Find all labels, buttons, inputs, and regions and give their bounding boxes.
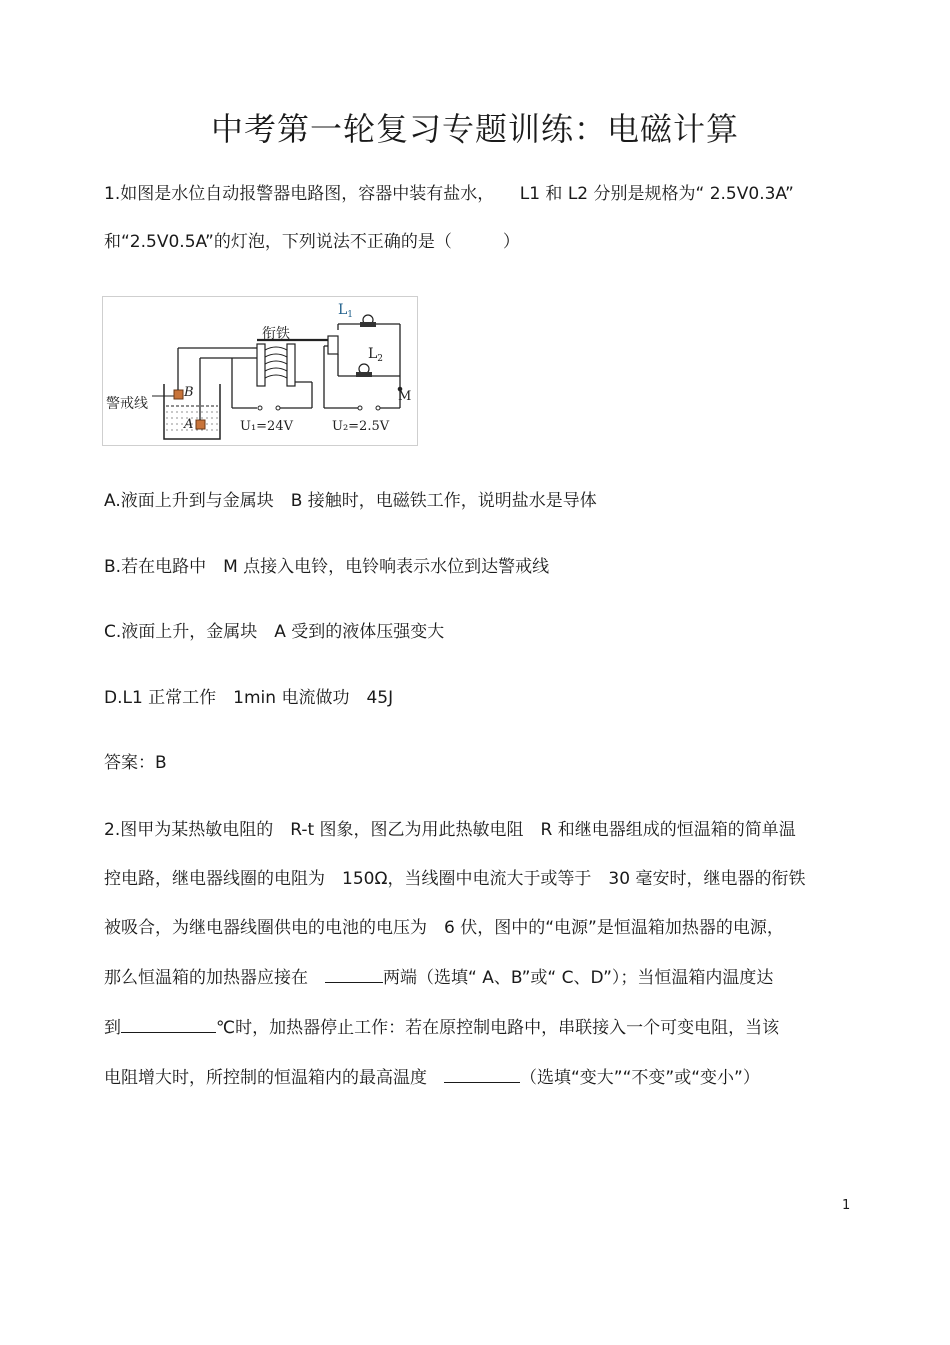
page-number: 1 <box>842 1198 851 1213</box>
question-1-line-2: 和“2.5V0.5A”的灯泡，下列说法不正确的是（ ） <box>104 232 520 252</box>
answer: 答案：B <box>104 753 167 773</box>
option-b: B.若在电路中 M 点接入电铃，电铃响表示水位到达警戒线 <box>104 557 550 577</box>
question-1-line-1: 1.如图是水位自动报警器电路图，容器中装有盐水， L1 和 L2 分别是规格为“ 2.5V0.3A” <box>104 184 794 204</box>
question-2-line-3: 被吸合，为继电器线圈供电的电池的电压为 6 伏，图中的“电源”是恒温箱加热器的电源， <box>104 918 784 938</box>
question-2-line-4-end: 两端（选填“ A、B”或“ C、D”）；当恒温箱内温度达 <box>383 968 774 988</box>
metal-block-a <box>196 420 205 429</box>
u2-label: U₂=2.5V <box>332 419 390 434</box>
metal-block-b <box>174 390 183 399</box>
lamp-l2-label: $L_2$ <box>368 346 384 364</box>
question-2-line-1: 2.图甲为某热敏电阻的 R-t 图象，图乙为用此热敏电阻 R 和继电器组成的恒温箱的简单温 <box>104 820 796 840</box>
u1-label: U₁=24V <box>240 419 293 434</box>
question-2-line-5-start: 到 <box>104 1018 121 1038</box>
answer-blank-3[interactable] <box>444 1066 520 1083</box>
question-2-line-5 <box>104 1016 779 1040</box>
question-2-line-4-start: 那么恒温箱的加热器应接在 <box>104 968 325 988</box>
option-c: C.液面上升，金属块 A 受到的液体压强变大 <box>104 622 445 642</box>
answer-blank-1[interactable] <box>325 966 383 983</box>
question-2-line-6-end: （选填“变大”“不变”或“变小”） <box>520 1068 760 1088</box>
question-2-line-4 <box>104 966 773 990</box>
block-a-label: A <box>184 417 194 432</box>
electromagnet <box>257 344 295 386</box>
page-title: 中考第一轮复习专题训练：电磁计算 <box>210 110 739 148</box>
point-m-label: M <box>398 389 412 404</box>
question-2-line-6 <box>104 1066 760 1090</box>
question-2-line-2: 控电路，继电器线圈的电阻为 150Ω，当线圈中电流大于或等于 30 毫安时，继电器的衔铁 <box>104 869 806 889</box>
answer-blank-2[interactable] <box>121 1016 216 1033</box>
lamp-l1-label: $L_1$ <box>338 302 354 320</box>
circuit-diagram <box>102 296 418 446</box>
question-2-line-6-start: 电阻增大时，所控制的恒温箱内的最高温度 <box>104 1068 444 1088</box>
alarm-line-label: 警戒线 <box>106 396 148 412</box>
armature-label: 衔铁 <box>262 326 290 342</box>
question-2-line-5-end: ℃时，加热器停止工作：若在原控制电路中，串联接入一个可变电阻，当该 <box>216 1018 780 1038</box>
option-a: A.液面上升到与金属块 B 接触时，电磁铁工作，说明盐水是导体 <box>104 491 597 511</box>
block-b-label: B <box>184 385 194 400</box>
option-d: D.L1 正常工作 1min 电流做功 45J <box>104 688 394 708</box>
